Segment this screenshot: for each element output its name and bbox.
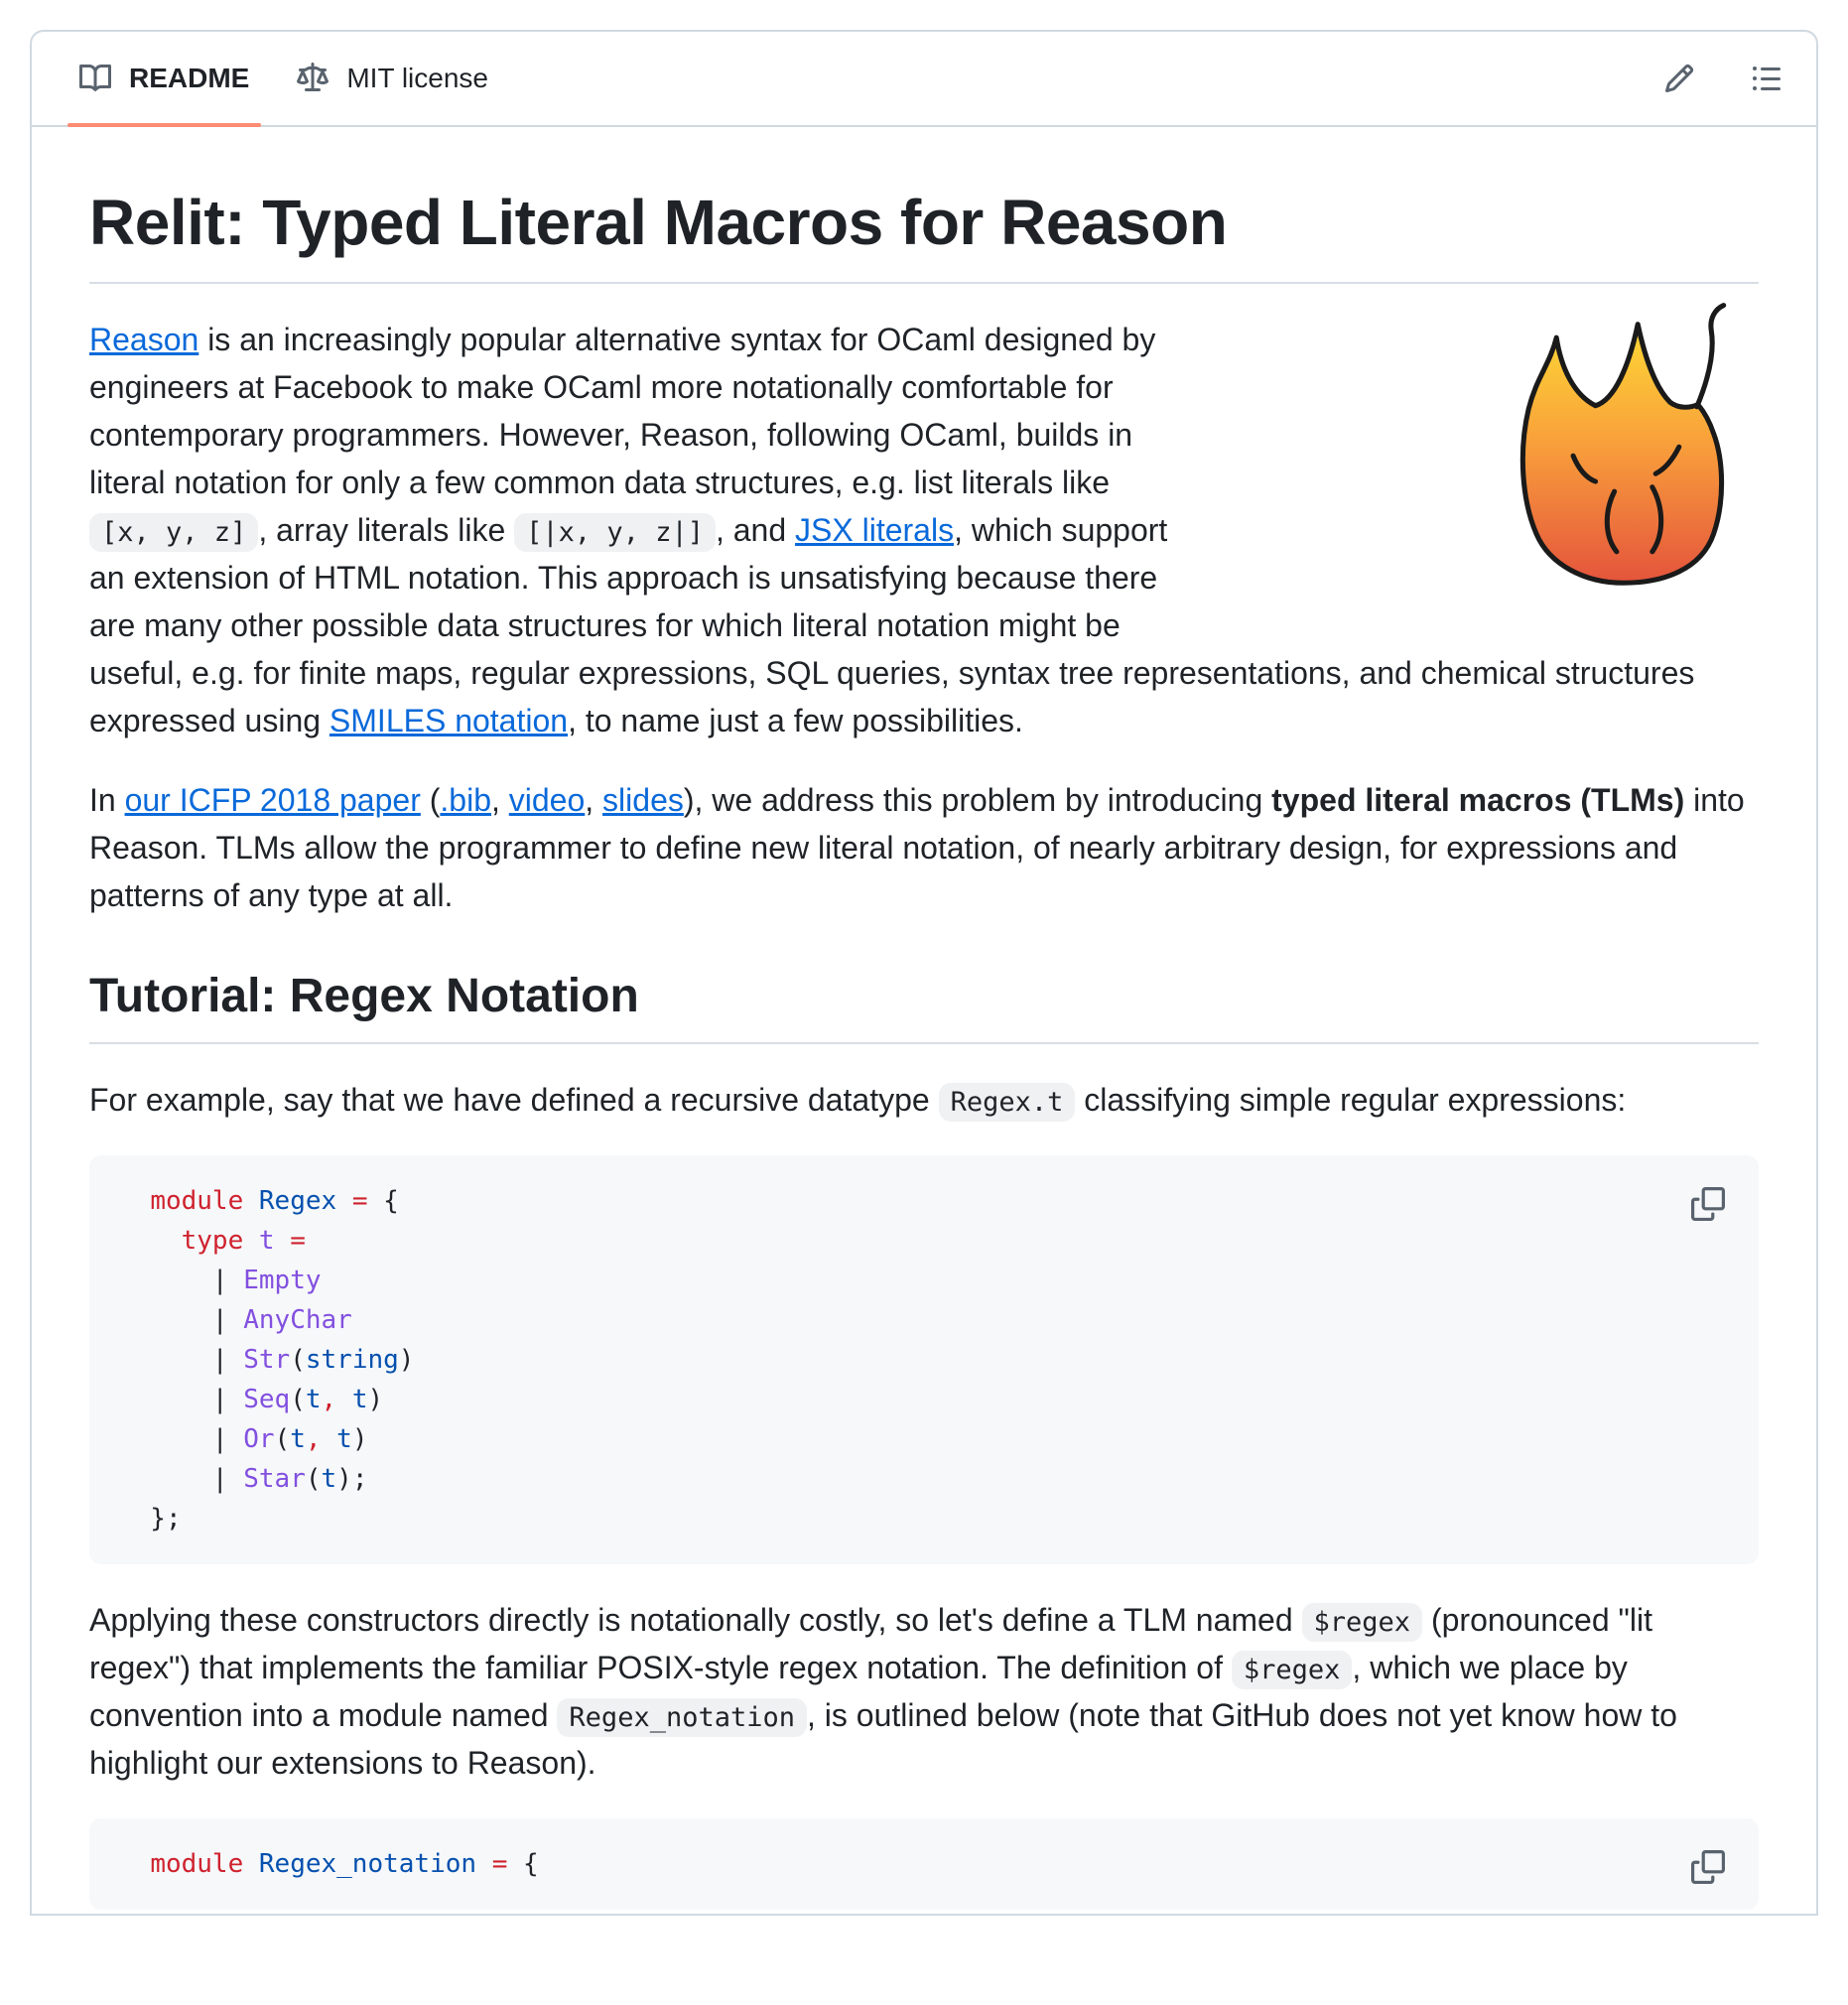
copy-code-button[interactable] bbox=[1685, 1844, 1731, 1890]
page-title: Relit: Typed Literal Macros for Reason bbox=[89, 183, 1759, 284]
inline-link[interactable]: slides bbox=[602, 782, 684, 818]
inline-link[interactable]: Reason bbox=[89, 322, 199, 357]
code-block-regex-notation bbox=[89, 1818, 1759, 1910]
inline-link[interactable]: JSX literals bbox=[795, 512, 955, 548]
outline-button[interactable] bbox=[1745, 57, 1788, 100]
readme-content bbox=[32, 127, 1816, 2005]
list-unordered-icon bbox=[1751, 63, 1782, 94]
pencil-icon bbox=[1663, 63, 1695, 94]
inline-code: Regex.t bbox=[939, 1083, 1076, 1122]
tab-mit-license[interactable] bbox=[277, 32, 508, 125]
tab-readme[interactable] bbox=[60, 32, 269, 125]
edit-readme-button[interactable] bbox=[1657, 57, 1701, 100]
code-block-regex-module bbox=[89, 1155, 1759, 1564]
code-regex-module: module Regex = { type t = | Empty | AnyChar | Str(string) | Seq(t, t) | Or(t, t) | Star(t); }; bbox=[119, 1186, 415, 1534]
inline-code: [|x, y, z|] bbox=[514, 513, 716, 552]
inline-link[interactable]: .bib bbox=[440, 782, 491, 818]
book-icon bbox=[79, 63, 111, 94]
inline-code: $regex bbox=[1232, 1651, 1353, 1689]
relit-flame-logo bbox=[1207, 300, 1759, 598]
copy-icon bbox=[1691, 1187, 1725, 1221]
code-regex-notation: module Regex_notation = { bbox=[150, 1849, 539, 1879]
tlm-definition-paragraph: Applying these constructors directly is notationally costly, so let's define a TLM named $regex (pronounced "lit regex") that implements the familiar POSIX-style regex notation. The definition of $regex , which we place by convention into a module named Regex_notation , is outlined below (note that GitHub does not yet know how to highlight our extensions to Reason). bbox=[89, 1602, 1677, 1781]
readme-tabbar bbox=[32, 32, 1816, 127]
copy-icon bbox=[1691, 1850, 1725, 1884]
tab-readme-label: README bbox=[129, 63, 250, 93]
regex-datatype-paragraph: For example, say that we have defined a recursive datatype Regex.t classifying simple regular expressions: bbox=[89, 1076, 1759, 1124]
copy-code-button[interactable] bbox=[1685, 1181, 1731, 1227]
inline-link[interactable]: video bbox=[508, 782, 586, 818]
inline-code: $regex bbox=[1302, 1603, 1423, 1642]
icfp-paragraph: In our ICFP 2018 paper (.bib, video, slides), we address this problem by introducing typed literal macros (TLMs) into Reason. TLMs allow the programmer to define new literal notation, of nearly arbitrary design, for expressions and patterns of any type at all. bbox=[89, 782, 1745, 913]
inline-link[interactable]: SMILES notation bbox=[329, 703, 569, 738]
readme-card bbox=[30, 30, 1818, 1916]
inline-link[interactable]: our ICFP 2018 paper bbox=[124, 782, 421, 818]
flame-mascot-image bbox=[1487, 300, 1749, 590]
tutorial-heading: Tutorial: Regex Notation bbox=[89, 967, 1759, 1044]
inline-code: [x, y, z] bbox=[89, 513, 258, 552]
tab-mit-license-label: MIT license bbox=[346, 63, 488, 93]
bold-text: typed literal macros (TLMs) bbox=[1271, 782, 1685, 818]
inline-code: Regex_notation bbox=[557, 1698, 807, 1737]
intro-paragraph-text: Reason is an increasingly popular alternative syntax for OCaml designed by engineers at Facebook to make OCaml more notationally comfortable for contemporary programmers. However, Reason, following OCaml, builds in literal notation for only a few common data structures, e.g. list literals like [x, y, z] , array literals like [|x, y, z|] , and JSX literals, which support an extension of HTML notation. This approach is unsatisfying because there are many other possible data structures for which literal notation might be useful, e.g. for finite maps, regular expressions, SQL queries, syntax tree representations, and chemical structures expressed using SMILES notation, to name just a few possibilities. bbox=[89, 322, 1695, 738]
intro-paragraph bbox=[89, 316, 1759, 744]
law-icon bbox=[297, 63, 329, 94]
